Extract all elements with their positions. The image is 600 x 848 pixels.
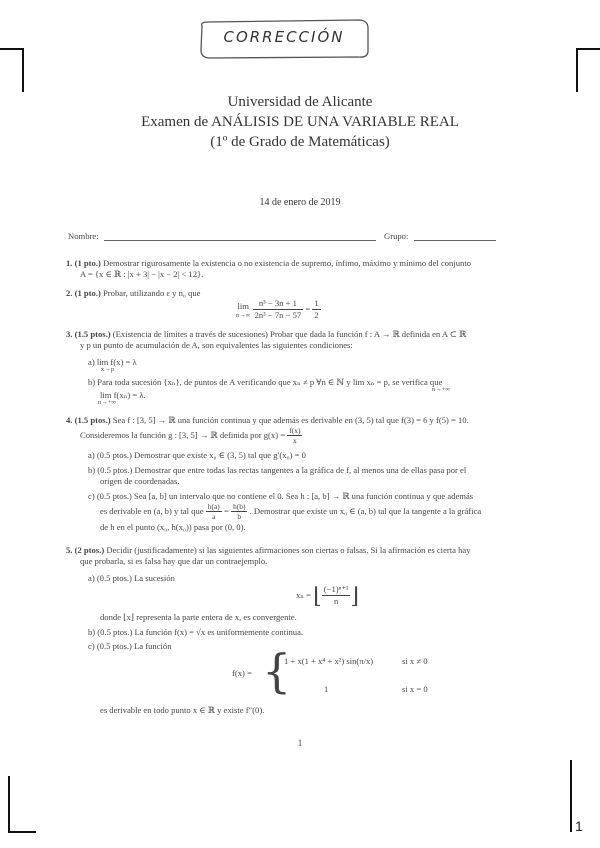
piecewise-brace: {: [262, 644, 292, 698]
q3-b2: lim f(xₙ) = λ.: [100, 390, 146, 400]
group-label: Grupo:: [384, 231, 409, 241]
crop-mark-bottom-left-v: [8, 776, 10, 832]
q2-den: 2n³ − 7n − 57: [254, 310, 302, 320]
q5-a: a) (0.5 ptos.) La sucesión: [88, 573, 175, 583]
q5-xn-num: (−1)ⁿ⁺¹: [323, 584, 349, 594]
q5-xn-formula: [296, 584, 359, 607]
q4-line1: Sea f : [3, 5] → ℝ una función continua y que además es derivable en (3, 5) tal que f(3) = 6 y f(5) = 10.: [112, 415, 469, 425]
q4-c2-n1: h(a): [207, 502, 220, 511]
right-floor-bracket: ⌋: [350, 583, 360, 608]
q4-c2: [100, 502, 481, 521]
q2-limit: [236, 301, 250, 319]
q4-g-den: x: [292, 436, 297, 445]
stamp-text: CORRECCIÓN: [223, 28, 345, 46]
lim-text: lim: [237, 300, 249, 311]
q5-c: c) (0.5 ptos.) La función: [88, 641, 172, 651]
q4-c2-d2: b: [237, 512, 242, 521]
q3: [66, 329, 466, 340]
exam-date: 14 de enero de 2019: [259, 197, 341, 208]
q5-line1: Decidir (justificadamente) si las siguientes afirmaciones son ciertas o falsas. Si la afirmación es cierta hay: [106, 545, 471, 555]
q2: [66, 288, 200, 299]
exam-title: Examen de ANÁLISIS DE UNA VARIABLE REAL: [141, 114, 459, 130]
q5-case1: 1 + x(1 + x⁴ + x²) sin(π/x): [284, 656, 374, 666]
q4-b2: origen de coordenadas.: [100, 476, 180, 486]
group-field[interactable]: [414, 240, 496, 241]
q5-xn-lhs: xₙ =: [296, 590, 312, 600]
lim-sub: n→∞: [236, 311, 251, 319]
corner-page-number: 1: [575, 818, 583, 834]
q3-b1: b) Para toda sucesión {xₙ}, de puntos de A verificando que xₙ ≠ p ∀n ∈ ℕ y lim xₙ = p, se verifica que: [88, 377, 443, 387]
q4-c2-eq: =: [223, 506, 229, 516]
correction-stamp: [196, 18, 372, 60]
q4-line2: [80, 426, 302, 445]
crop-mark-top-left-h: [0, 48, 22, 50]
q4-g-num: f(x): [289, 426, 301, 435]
q3-line2: y p un punto de acumulación de A, son equivalentes las siguientes condiciones:: [80, 340, 353, 350]
q3-b1-sub: n→+∞: [432, 386, 451, 393]
q2-eq: =: [305, 304, 311, 314]
crop-mark-top-right-v: [576, 48, 578, 92]
q4-c2-n2: h(b): [232, 502, 246, 511]
q4-c2a: es derivable en (a, b) y tal que: [100, 506, 204, 516]
crop-mark-bottom-left-h: [8, 831, 36, 833]
q3-b2-sub: n→+∞: [98, 399, 117, 406]
page-footer-number: 1: [297, 738, 303, 748]
q1-line2: A = {x ∈ ℝ : |x + 3| − |x − 2| < 12}.: [80, 269, 204, 279]
q4-c2-d1: a: [212, 512, 216, 521]
name-field[interactable]: [104, 240, 376, 241]
q1: [66, 258, 471, 269]
q2-formula: [236, 298, 321, 321]
q4-a: a) (0.5 ptos.) Demostrar que existe x₀ ∈ (3, 5) tal que g′(x₀) = 0: [88, 450, 306, 460]
q5-b: b) (0.5 ptos.) La función f(x) = √x es uniformemente continua.: [88, 627, 304, 637]
q5-c-end: es derivable en todo punto x ∈ ℝ y existe f″(0).: [100, 705, 265, 715]
q5-line2: que probarla, si es falsa hay que dar un contraejemplo.: [80, 556, 268, 566]
q4-b1: b) (0.5 ptos.) Demostrar que entre todas las rectas tangentes a la gráfica de f, al menos una de ellas pasa por el: [88, 465, 467, 475]
q2-rhs-den: 2: [314, 310, 319, 320]
q4-c3: de h en el punto (x₀, h(x₀)) pasa por (0, 0).: [100, 522, 246, 532]
crop-mark-bottom-right-v: [570, 760, 572, 832]
q5-case2-cond: si x = 0: [402, 684, 428, 694]
name-label: Nombre:: [68, 231, 99, 241]
q3-points: 3. (1.5 ptos.): [66, 329, 111, 339]
q2-text: Probar, utilizando ε y n₀ que: [103, 288, 201, 298]
q2-num: n³ − 3n + 1: [253, 298, 304, 310]
q3-a: a) lim f(x) = λ: [88, 357, 137, 367]
university-title: Universidad de Alicante: [227, 94, 373, 110]
q4: [66, 415, 469, 426]
q1-line1: Demostrar rigurosamente la existencia o no existencia de supremo, ínfimo, máximo y mínimo del conjunto: [103, 258, 472, 268]
q5-points: 5. (2 ptos.): [66, 545, 105, 555]
q4-c2-frac1: [206, 502, 222, 521]
q1-points: 1. (1 pto.): [66, 258, 101, 268]
q5-a2: donde ⌊x⌋ representa la parte entera de x, es convergente.: [100, 612, 297, 622]
q4-line2-text: Consideremos la función g : [3, 5] → ℝ definida por g(x) =: [80, 430, 286, 440]
q5-case2: 1: [324, 684, 329, 694]
q5-case1-cond: si x ≠ 0: [402, 656, 428, 666]
q2-rhs-num: 1: [314, 298, 319, 308]
q4-c2b: . Demostrar que existe un x₀ ∈ (a, b) tal que la tangente a la gráfica: [249, 506, 482, 516]
q4-c2-frac2: [231, 502, 248, 521]
q2-fraction: [253, 298, 304, 321]
crop-mark-top-right-h: [576, 48, 600, 50]
q4-c1: c) (0.5 ptos.) Sea [a, b] un intervalo que no contiene el 0. Sea h : [a, b] → ℝ una función continua y que además: [88, 491, 474, 501]
crop-mark-top-left-v: [22, 48, 24, 92]
q4-g-fraction: [287, 426, 302, 445]
q5: [66, 545, 471, 556]
q4-points: 4. (1.5 ptos.): [66, 415, 111, 425]
q3-a-sub: x→p: [101, 366, 114, 373]
q2-rhs: [312, 298, 320, 321]
q5-xn-den: n: [333, 596, 339, 606]
course-title: (1º de Grado de Matemáticas): [210, 134, 390, 150]
q5-fx: f(x) =: [232, 668, 252, 678]
q3-line1: (Existencia de límites a través de sucesiones) Probar que dada la función f : A → ℝ definida en A ⊂ ℝ: [112, 329, 467, 339]
left-floor-bracket: ⌊: [313, 583, 322, 608]
q5-xn-frac: [322, 584, 351, 607]
q2-points: 2. (1 pto.): [66, 288, 101, 298]
